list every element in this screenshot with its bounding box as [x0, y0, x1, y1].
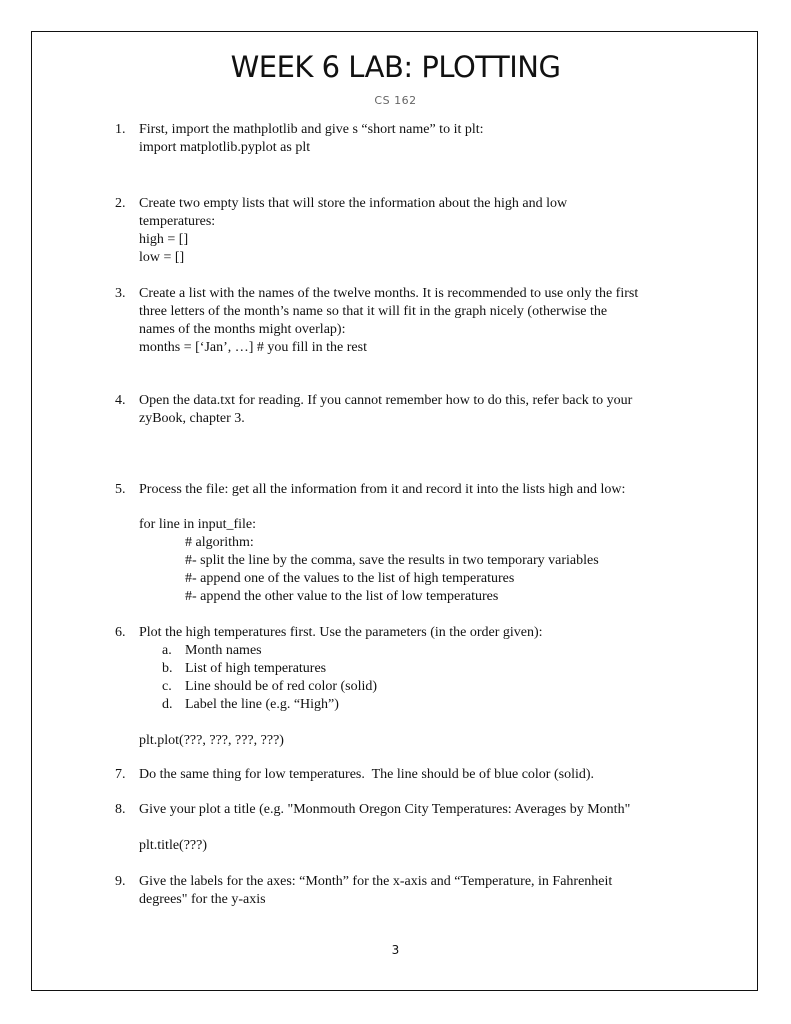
item-number: 2.	[115, 196, 126, 211]
item-text-line: high = []	[139, 232, 189, 247]
item-text-line: Create a list with the names of the twelve months. It is recommended to use only the first	[139, 286, 639, 301]
item-number: 5.	[115, 482, 126, 497]
item-number: 6.	[115, 625, 126, 640]
item-text-line: Process the file: get all the information from it and record it into the lists high and low:	[139, 482, 626, 497]
item-text-line: temperatures:	[139, 214, 216, 229]
page-number: 3	[391, 943, 400, 957]
code-for-loop: for line in input_file:	[139, 517, 257, 532]
subitem-letter: c.	[162, 679, 172, 694]
item-text-line: import matplotlib.pyplot as plt	[139, 140, 311, 155]
item-text-line: Give your plot a title (e.g. "Monmouth Oregon City Temperatures: Averages by Month"	[139, 802, 631, 817]
subitem-text: Line should be of red color (solid)	[185, 679, 378, 694]
page-title: WEEK 6 LAB: PLOTTING	[230, 50, 561, 84]
subitem-text: Month names	[185, 643, 262, 658]
item-text-line: Give the labels for the axes: “Month” for the x-axis and “Temperature, in Fahrenheit	[139, 874, 613, 889]
item-number: 8.	[115, 802, 126, 817]
subitem-text: Label the line (e.g. “High”)	[185, 697, 339, 712]
subitem-letter: b.	[162, 661, 173, 676]
subitem-letter: a.	[162, 643, 172, 658]
item-number: 4.	[115, 393, 126, 408]
item-text-line: Create two empty lists that will store the information about the high and low	[139, 196, 568, 211]
item-number: 7.	[115, 767, 126, 782]
item-text-line: Plot the high temperatures first. Use the parameters (in the order given):	[139, 625, 543, 640]
item-number: 1.	[115, 122, 126, 137]
item-text-line: months = [‘Jan’, …] # you fill in the rest	[139, 340, 367, 355]
code-comment-line: #- append the other value to the list of low temperatures	[185, 589, 499, 604]
course-subtitle: CS 162	[374, 94, 417, 107]
code-comment-line: #- split the line by the comma, save the results in two temporary variables	[185, 553, 599, 568]
code-comment-line: # algorithm:	[185, 535, 254, 550]
item-text-line: Open the data.txt for reading. If you cannot remember how to do this, refer back to your	[139, 393, 633, 408]
item-text-line: Do the same thing for low temperatures. The line should be of blue color (solid).	[139, 767, 595, 782]
item-text-line: low = []	[139, 250, 185, 265]
item-number: 9.	[115, 874, 126, 889]
item-text-line: zyBook, chapter 3.	[139, 411, 245, 426]
item-text-line: names of the months might overlap):	[139, 322, 346, 337]
item-text-line: three letters of the month’s name so that it will fit in the graph nicely (otherwise the	[139, 304, 608, 319]
item-text-line: degrees" for the y-axis	[139, 892, 266, 907]
subitem-letter: d.	[162, 697, 173, 712]
code-title-call: plt.title(???)	[139, 838, 208, 853]
item-number: 3.	[115, 286, 126, 301]
code-plot-call: plt.plot(???, ???, ???, ???)	[139, 733, 284, 748]
subitem-text: List of high temperatures	[185, 661, 327, 676]
code-comment-line: #- append one of the values to the list of high temperatures	[185, 571, 515, 586]
item-text-line: First, import the mathplotlib and give s “short name” to it plt:	[139, 122, 484, 137]
